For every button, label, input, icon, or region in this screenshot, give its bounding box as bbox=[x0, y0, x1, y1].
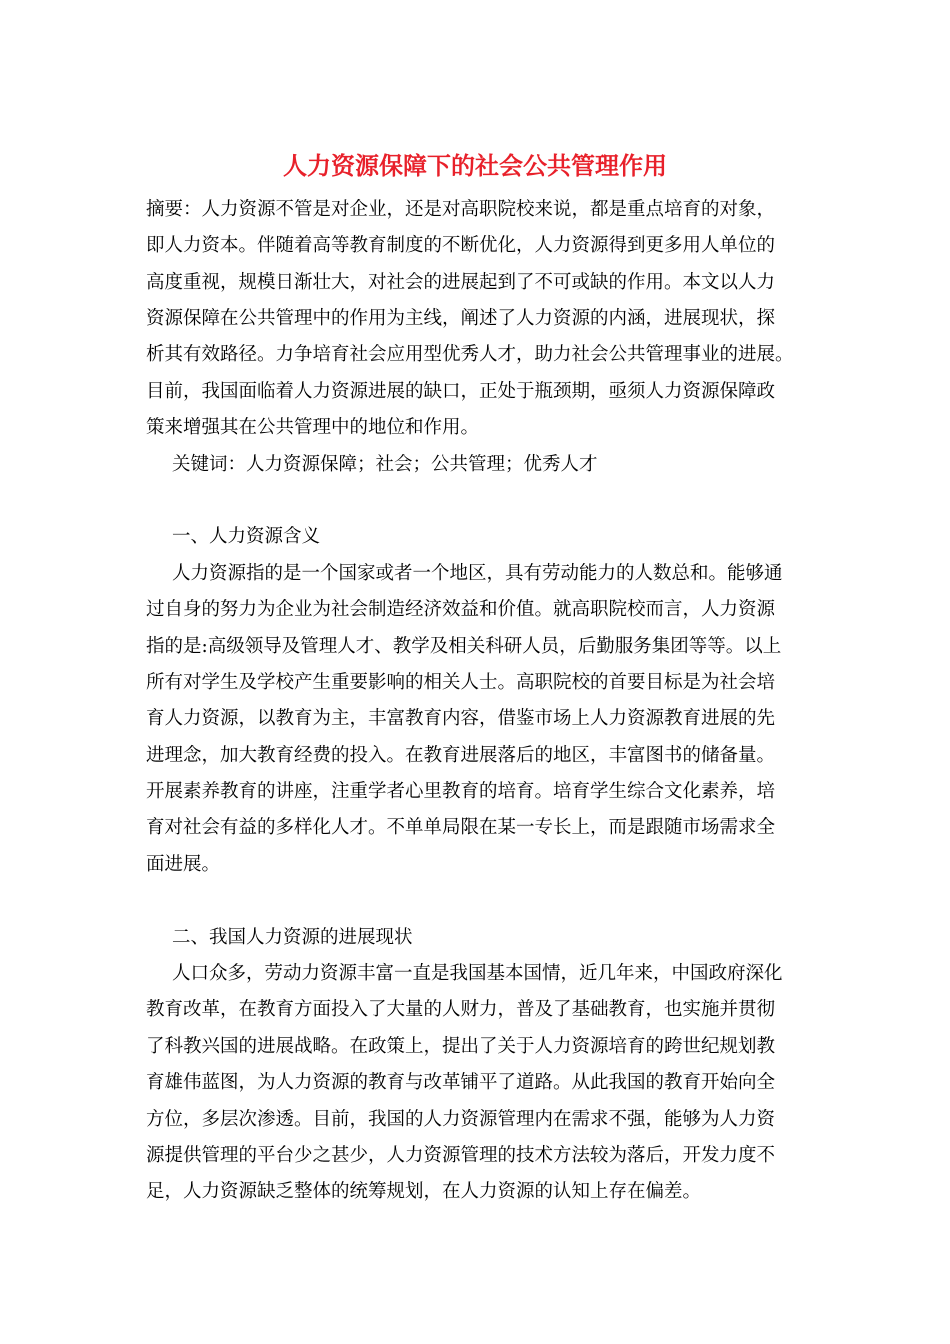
paragraph-line: 过自身的努力为企业为社会制造经济效益和价值。就高职院校而言，人力资源 bbox=[146, 599, 776, 620]
paragraph-line: 指的是:高级领导及管理人才、教学及相关科研人员，后勤服务集团等等。以上 bbox=[146, 636, 782, 657]
section-heading: 一、人力资源含义 bbox=[172, 526, 321, 547]
paragraph-line: 开展素养教育的讲座，注重学者心里教育的培育。培育学生综合文化素养，培 bbox=[146, 781, 776, 802]
abstract-line: 策来增强其在公共管理中的地位和作用。 bbox=[146, 417, 480, 438]
document-title: 人力资源保障下的社会公共管理作用 bbox=[283, 151, 667, 180]
paragraph-line: 面进展。 bbox=[146, 854, 221, 875]
abstract-line: 目前，我国面临着人力资源进展的缺口，正处于瓶颈期，亟须人力资源保障政 bbox=[146, 381, 776, 402]
paragraph-line: 育雄伟蓝图，为人力资源的教育与改革铺平了道路。从此我国的教育开始向全 bbox=[146, 1072, 776, 1093]
paragraph-line: 源提供管理的平台少之甚少，人力资源管理的技术方法较为落后，开发力度不 bbox=[146, 1145, 776, 1166]
section-heading: 二、我国人力资源的进展现状 bbox=[172, 927, 413, 948]
paragraph-line: 足，人力资源缺乏整体的统筹规划，在人力资源的认知上存在偏差。 bbox=[146, 1181, 702, 1202]
paragraph-line: 了科教兴国的进展战略。在政策上，提出了关于人力资源培育的跨世纪规划教 bbox=[146, 1036, 776, 1057]
paragraph-line: 进理念，加大教育经费的投入。在教育进展落后的地区，丰富图书的储备量。 bbox=[146, 745, 776, 766]
paragraph-line: 所有对学生及学校产生重要影响的相关人士。高职院校的首要目标是为社会培 bbox=[146, 672, 776, 693]
abstract-line: 资源保障在公共管理中的作用为主线，阐述了人力资源的内涵，进展现状，探 bbox=[146, 308, 776, 329]
paragraph-line: 人力资源指的是一个国家或者一个地区，具有劳动能力的人数总和。能够通 bbox=[172, 563, 783, 584]
paragraph-line: 人口众多，劳动力资源丰富一直是我国基本国情，近几年来，中国政府深化 bbox=[172, 963, 783, 984]
keywords: 关键词：人力资源保障；社会；公共管理；优秀人才 bbox=[172, 454, 598, 475]
abstract-line: 析其有效路径。力争培育社会应用型优秀人才，助力社会公共管理事业的进展。 bbox=[146, 344, 794, 365]
paragraph-line: 方位，多层次渗透。目前，我国的人力资源管理内在需求不强，能够为人力资 bbox=[146, 1109, 776, 1130]
abstract-line: 摘要：人力资源不管是对企业，还是对高职院校来说，都是重点培育的对象， bbox=[146, 199, 776, 220]
paragraph-line: 育人力资源，以教育为主，丰富教育内容，借鉴市场上人力资源教育进展的先 bbox=[146, 708, 776, 729]
abstract-line: 即人力资本。伴随着高等教育制度的不断优化，人力资源得到更多用人单位的 bbox=[146, 235, 776, 256]
abstract-line: 高度重视，规模日渐壮大，对社会的进展起到了不可或缺的作用。本文以人力 bbox=[146, 272, 776, 293]
paragraph-line: 育对社会有益的多样化人才。不单单局限在某一专长上，而是跟随市场需求全 bbox=[146, 817, 776, 838]
paragraph-line: 教育改革，在教育方面投入了大量的人财力，普及了基础教育，也实施并贯彻 bbox=[146, 999, 776, 1020]
